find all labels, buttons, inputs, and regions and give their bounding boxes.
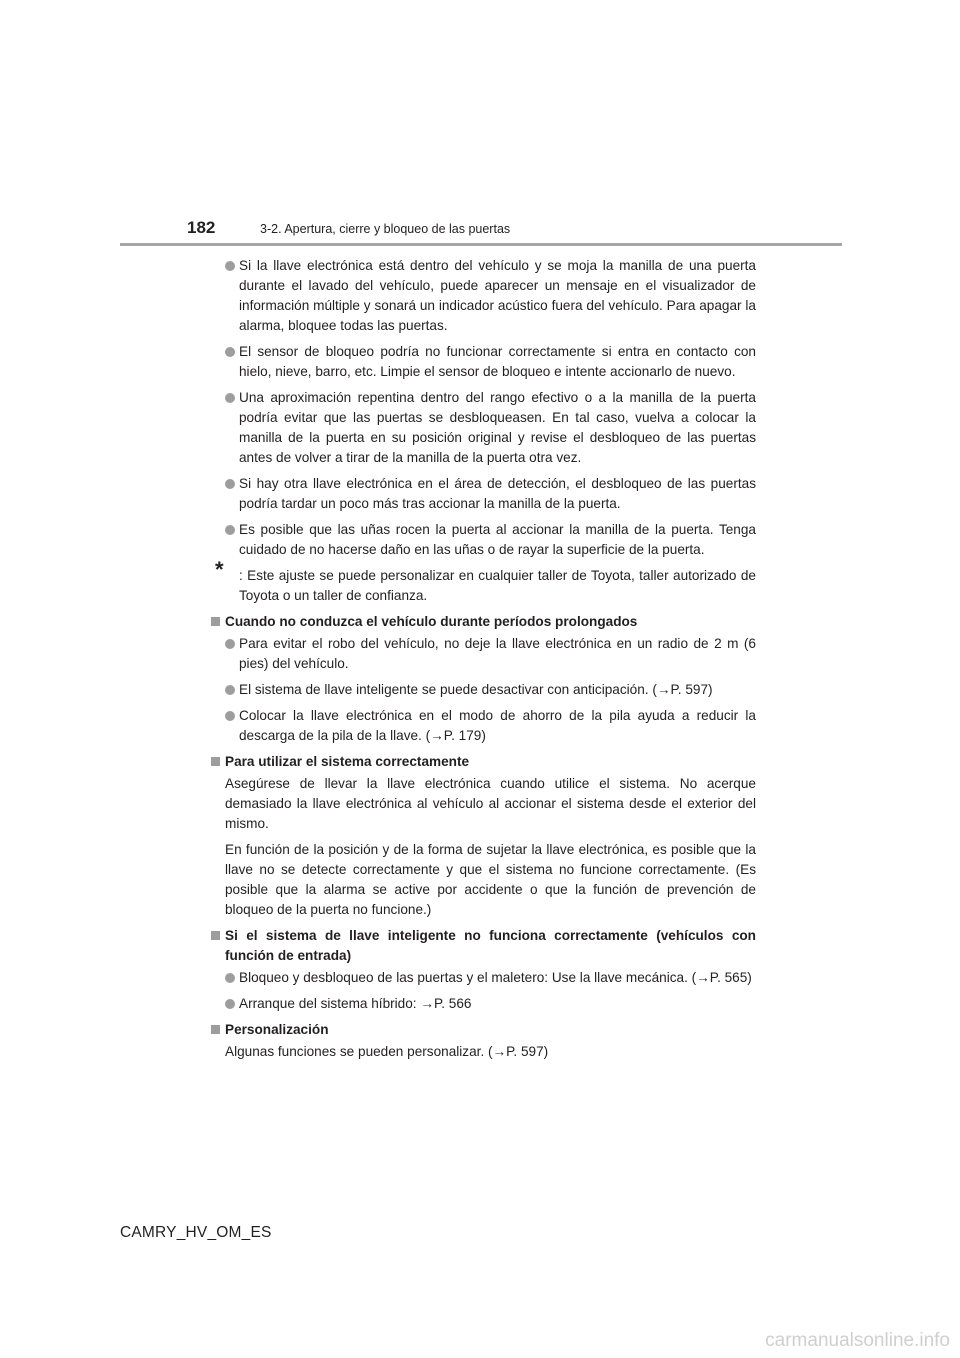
- heading-text: Si el sistema de llave inteligente no funciona correctamente (vehículos con función de entrada): [225, 928, 756, 963]
- bullet-item: [211, 388, 756, 468]
- bullet-text: Es posible que las uñas rocen la puerta al accionar la manilla de la puerta. Tenga cuidado de no hacerse daño en las uñas o de rayar la superficie de la puerta.: [239, 522, 756, 557]
- section-title: 3-2. Apertura, cierre y bloqueo de las puertas: [260, 222, 511, 236]
- page-header: [0, 0, 960, 250]
- paragraph: En función de la posición y de la forma de sujetar la llave electrónica, es posible que la llave no se detecte correctamente y que el sistema no funcione correctamente. (Es posible que la alarma se active por accidente o que la función de prevención de bloqueo de la puerta no funcione.): [225, 842, 756, 917]
- page-number: 182: [187, 218, 216, 237]
- bullet-dot-icon: [225, 711, 235, 721]
- bullet-text: El sistema de llave inteligente se puede desactivar con anticipación. (→P. 597): [239, 682, 713, 697]
- document-code: CAMRY_HV_OM_ES: [120, 1224, 272, 1241]
- bullet-dot-icon: [225, 393, 235, 403]
- footnote-asterisk: *: [215, 557, 224, 582]
- section-heading: [211, 612, 756, 632]
- square-bullet-icon: [211, 1025, 220, 1034]
- bullet-dot-icon: [225, 261, 235, 271]
- bullet-text: Arranque del sistema híbrido: →P. 566: [239, 996, 472, 1011]
- bullet-item: [211, 634, 756, 674]
- bullet-item: [211, 994, 756, 1014]
- paragraph: Algunas funciones se pueden personalizar. (→P. 597): [225, 1044, 549, 1059]
- bullet-item: [211, 342, 756, 382]
- bullet-dot-icon: [225, 525, 235, 535]
- watermark: carmanualsonline.info: [765, 1330, 950, 1351]
- bullet-dot-icon: [225, 685, 235, 695]
- bullet-text: Bloqueo y desbloqueo de las puertas y el maletero: Use la llave mecánica. (→P. 565): [239, 970, 752, 985]
- square-bullet-icon: [211, 617, 220, 626]
- bullet-item: [211, 474, 756, 514]
- bullet-dot-icon: [225, 999, 235, 1009]
- bullet-dot-icon: [225, 973, 235, 983]
- square-bullet-icon: [211, 757, 220, 766]
- paragraph: Asegúrese de llevar la llave electrónica cuando utilice el sistema. No acerque demasiado la llave electrónica al vehículo al accionar el sistema desde el exterior del mismo.: [225, 776, 756, 831]
- bullet-text: Si hay otra llave electrónica en el área de detección, el desbloqueo de las puertas podría tardar un poco más tras accionar la manilla de la puerta.: [239, 476, 756, 511]
- bullet-dot-icon: [225, 347, 235, 357]
- header-divider: [120, 243, 842, 246]
- heading-text: Para utilizar el sistema correctamente: [225, 754, 470, 769]
- footnote-text: : Este ajuste se puede personalizar en cualquier taller de Toyota, taller autorizado de Toyota o un taller de confianza.: [239, 568, 756, 603]
- section-heading: [211, 1020, 756, 1040]
- bullet-text: Una aproximación repentina dentro del rango efectivo o a la manilla de la puerta podría evitar que las puertas se desbloqueasen. En tal caso, vuelva a colocar la manilla de la puerta en su posición original y revise el desbloqueo de las puertas antes de volver a tirar de la manilla de la puerta otra vez.: [239, 390, 756, 465]
- page-content: [211, 256, 756, 1068]
- bullet-item: [211, 680, 756, 700]
- section-heading: [211, 752, 756, 772]
- bullet-text: Colocar la llave electrónica en el modo de ahorro de la pila ayuda a reducir la descarga de la pila de la llave. (→P. 179): [239, 708, 756, 743]
- bullet-text: El sensor de bloqueo podría no funcionar correctamente si entra en contacto con hielo, nieve, barro, etc. Limpie el sensor de bloqueo e intente accionarlo de nuevo.: [239, 344, 756, 379]
- bullet-item: [211, 968, 756, 988]
- section-heading: [211, 926, 756, 966]
- bullet-item: [211, 706, 756, 746]
- heading-text: Cuando no conduzca el vehículo durante períodos prolongados: [225, 614, 638, 629]
- bullet-dot-icon: [225, 639, 235, 649]
- bullet-text: Para evitar el robo del vehículo, no deje la llave electrónica en un radio de 2 m (6 pies) del vehículo.: [239, 636, 756, 671]
- bullet-item: [211, 520, 756, 560]
- square-bullet-icon: [211, 931, 220, 940]
- footnote: [211, 557, 756, 606]
- bullet-dot-icon: [225, 479, 235, 489]
- bullet-item: [211, 256, 756, 336]
- bullet-text: Si la llave electrónica está dentro del vehículo y se moja la manilla de una puerta durante el lavado del vehículo, puede aparecer un mensaje en el visualizador de información múltiple y sonará un indicador acústico fuera del vehículo. Para apagar la alarma, bloquee todas las puertas.: [239, 258, 756, 333]
- heading-text: Personalización: [225, 1022, 329, 1037]
